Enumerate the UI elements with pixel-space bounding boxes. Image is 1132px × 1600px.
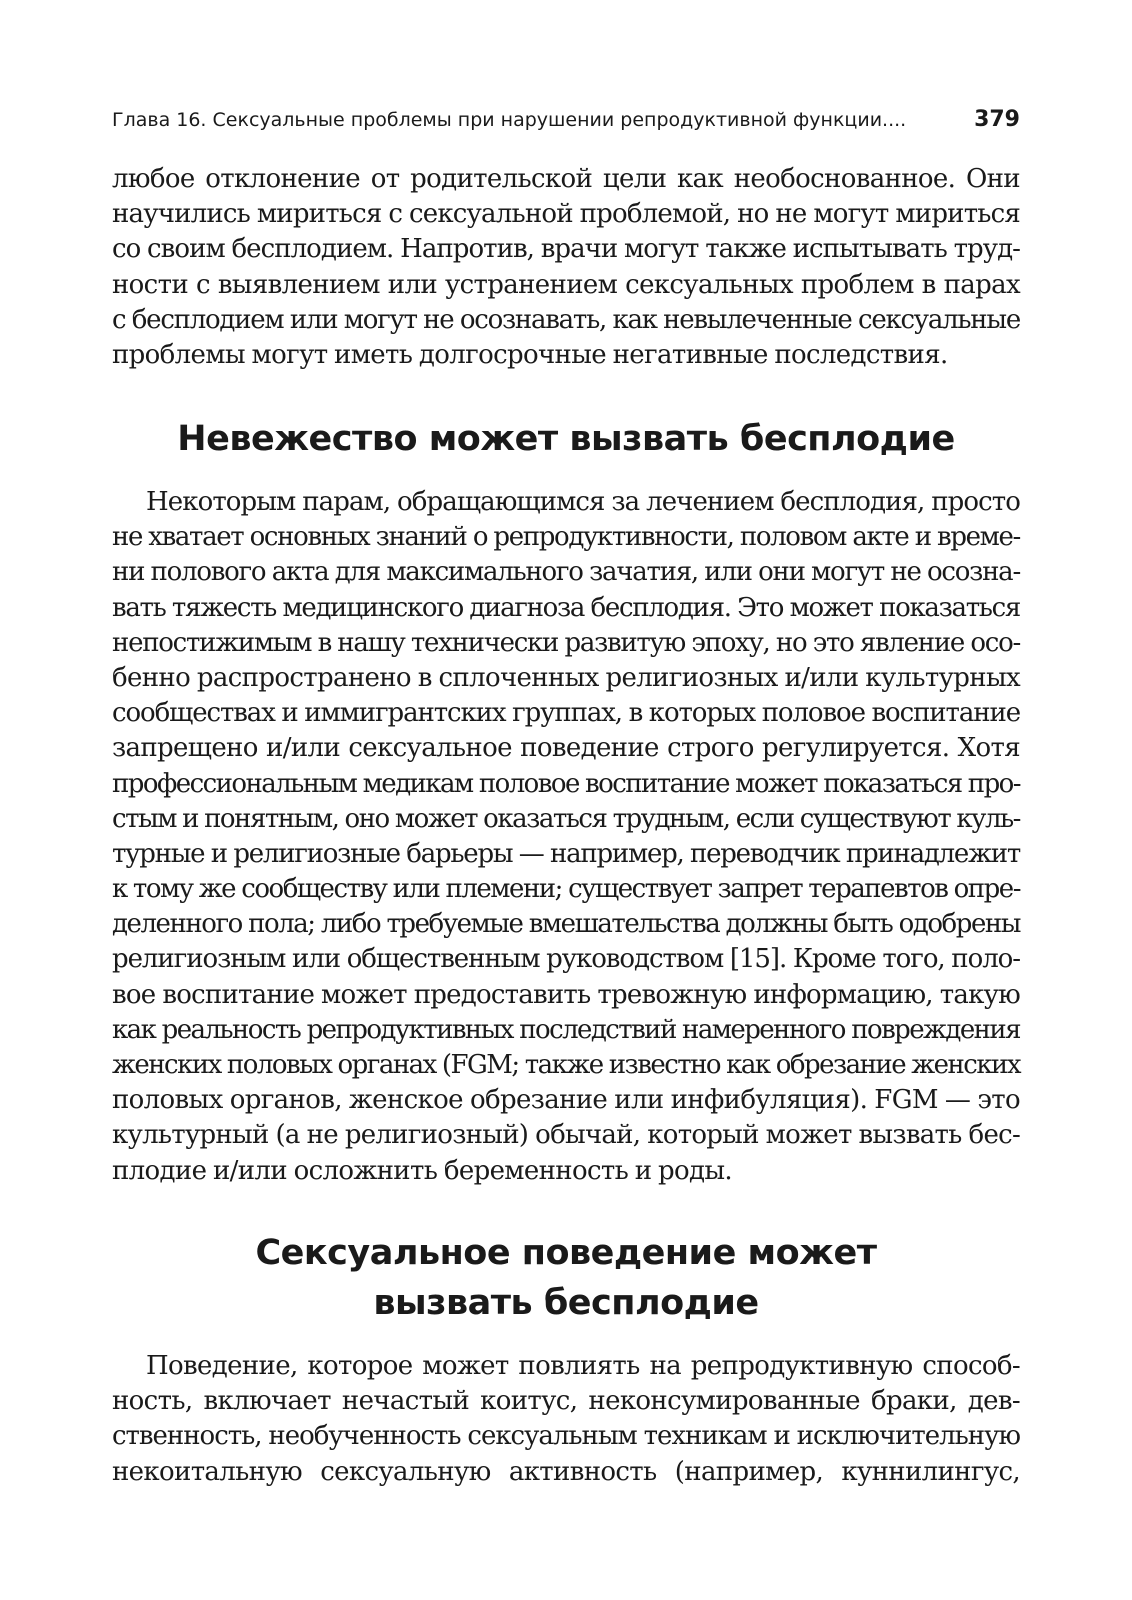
text-line: с бесплодием или могут не осознавать, как невылеченные сексуальные (112, 304, 1020, 335)
heading-line: вызвать бесплодие (373, 1283, 759, 1323)
text-line: женских половых органах (FGM; также известно как обрезание женских (112, 1050, 1020, 1080)
text-line: Поведение, которое может повлиять на репродуктивную способ- (146, 1351, 1020, 1381)
text-line: профессиональным медикам половое воспитание может показаться про- (112, 768, 1020, 799)
text-line: бенно распространено в сплоченных религиозных и/или культурных (112, 662, 1020, 693)
chapter-title: Глава 16. Сексуальные проблемы при нарушении репродуктивной функции.... (112, 109, 907, 131)
text-line: запрещено и/или сексуальное поведение строго регулируется. Хотя (112, 733, 1020, 764)
section-heading-sexual-behavior (112, 1228, 1020, 1328)
paragraph (112, 485, 1020, 1189)
text-line: проблемы могут иметь долгосрочные негативные последствия. (112, 339, 948, 370)
text-line: вать тяжесть медицинского диагноза бесплодия. Это может показаться (112, 592, 1020, 623)
section-body-ignorance (112, 485, 1020, 1189)
text-line: стым и понятным, оно может оказаться трудным, если существуют куль- (112, 803, 1020, 834)
text-line: Некоторым парам, обращающимся за лечением бесплодия, просто (146, 487, 1020, 517)
text-line: вое воспитание может предоставить тревожную информацию, такую (112, 979, 1020, 1010)
text-line: непостижимым в нашу технически развитую эпоху, но это явление осо- (112, 627, 1020, 658)
text-line: ность, включает нечастый коитус, неконсумированные браки, дев- (112, 1386, 1020, 1417)
page-number: 379 (974, 107, 1020, 132)
text-line: культурный (а не религиозный) обычай, который может вызвать бес- (112, 1120, 1020, 1151)
heading-line: Невежество может вызвать бесплодие (177, 419, 955, 459)
text-line: ственность, необученность сексуальным техникам и исключительную (112, 1421, 1020, 1452)
section-heading-ignorance (112, 414, 1020, 464)
section-body-sexual-behavior (112, 1349, 1020, 1490)
text-line: некоитальную сексуальную активность (например, куннилингус, (112, 1456, 1020, 1487)
paragraph (112, 162, 1020, 373)
text-line: не хватает основных знаний о репродуктивности, половом акте и време- (112, 522, 1020, 553)
running-header (112, 100, 1020, 140)
text-line: к тому же сообществу или племени; существует запрет терапевтов опре- (112, 874, 1020, 905)
text-line: деленного пола; либо требуемые вмешательства должны быть одобрены (112, 909, 1020, 940)
text-line: половых органов, женское обрезание или инфибуляция). FGM — это (112, 1085, 1020, 1116)
text-line: плодие и/или осложнить беременность и роды. (112, 1155, 733, 1186)
text-line: сообществах и иммигрантских группах, в которых половое воспитание (112, 698, 1020, 729)
paragraph (112, 1349, 1020, 1490)
text-line: ни полового акта для максимального зачатия, или они могут не осозна- (112, 557, 1020, 588)
text-line: религиозным или общественным руководством [15]. Кроме того, поло- (112, 944, 1020, 975)
text-line: ности с выявлением или устранением сексуальных проблем в парах (112, 269, 1020, 300)
text-line: турные и религиозные барьеры — например, переводчик принадлежит (112, 838, 1020, 869)
text-line: как реальность репродуктивных последствий намеренного повреждения (112, 1014, 1020, 1045)
text-line: любое отклонение от родительской цели как необоснованное. Они (112, 164, 1020, 194)
heading-line: Сексуальное поведение может (255, 1233, 877, 1273)
continued-paragraph (112, 162, 1020, 373)
text-line: научились мириться с сексуальной проблемой, но не могут мириться (112, 199, 1020, 230)
text-line: со своим бесплодием. Напротив, врачи могут также испытывать труд- (112, 234, 1020, 265)
